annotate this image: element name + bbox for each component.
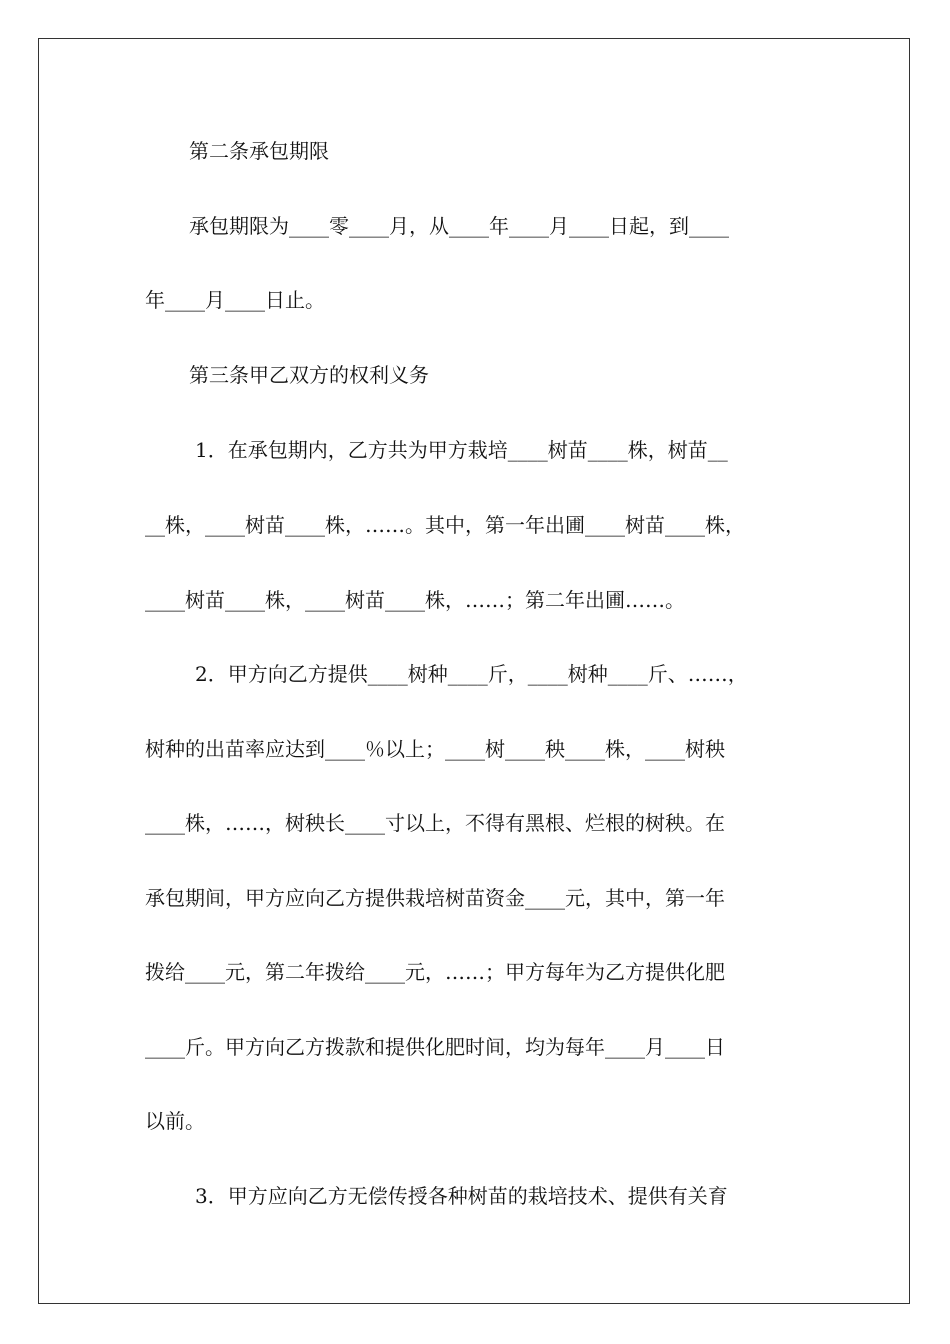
paragraph-line: 承包期间，甲方应向乙方提供栽培树苗资金____元，其中，第一年 xyxy=(145,886,725,910)
article-3-heading: 第三条甲乙双方的权利义务 xyxy=(189,363,429,387)
paragraph-line: ____树苗____株，____树苗____株，……；第二年出圃……。 xyxy=(145,588,685,612)
paragraph-line: 树种的出苗率应达到____％以上；____树____秧____株，____树秧 xyxy=(145,737,725,761)
paragraph-line: ____斤。甲方向乙方拨款和提供化肥时间，均为每年____月____日 xyxy=(145,1035,725,1059)
paragraph-line: 承包期限为____零____月，从____年____月____日起，到____ xyxy=(189,214,729,238)
paragraph-line: 1．在承包期内，乙方共为甲方栽培____树苗____株，树苗__ xyxy=(195,438,728,462)
paragraph-line: 年____月____日止。 xyxy=(145,288,325,312)
paragraph-line: 3．甲方应向乙方无偿传授各种树苗的栽培技术、提供有关育 xyxy=(195,1184,728,1208)
paragraph-line: 2．甲方向乙方提供____树种____斤，____树种____斤、……， xyxy=(195,662,748,686)
paragraph-line: __株，____树苗____株，……。其中，第一年出圃____树苗____株， xyxy=(145,513,745,537)
paragraph-line: ____株，……，树秧长____寸以上，不得有黑根、烂根的树秧。在 xyxy=(145,811,725,835)
paragraph-line: 以前。 xyxy=(145,1109,205,1133)
paragraph-line: 拨给____元，第二年拨给____元，……；甲方每年为乙方提供化肥 xyxy=(145,960,725,984)
article-2-heading: 第二条承包期限 xyxy=(189,139,329,163)
